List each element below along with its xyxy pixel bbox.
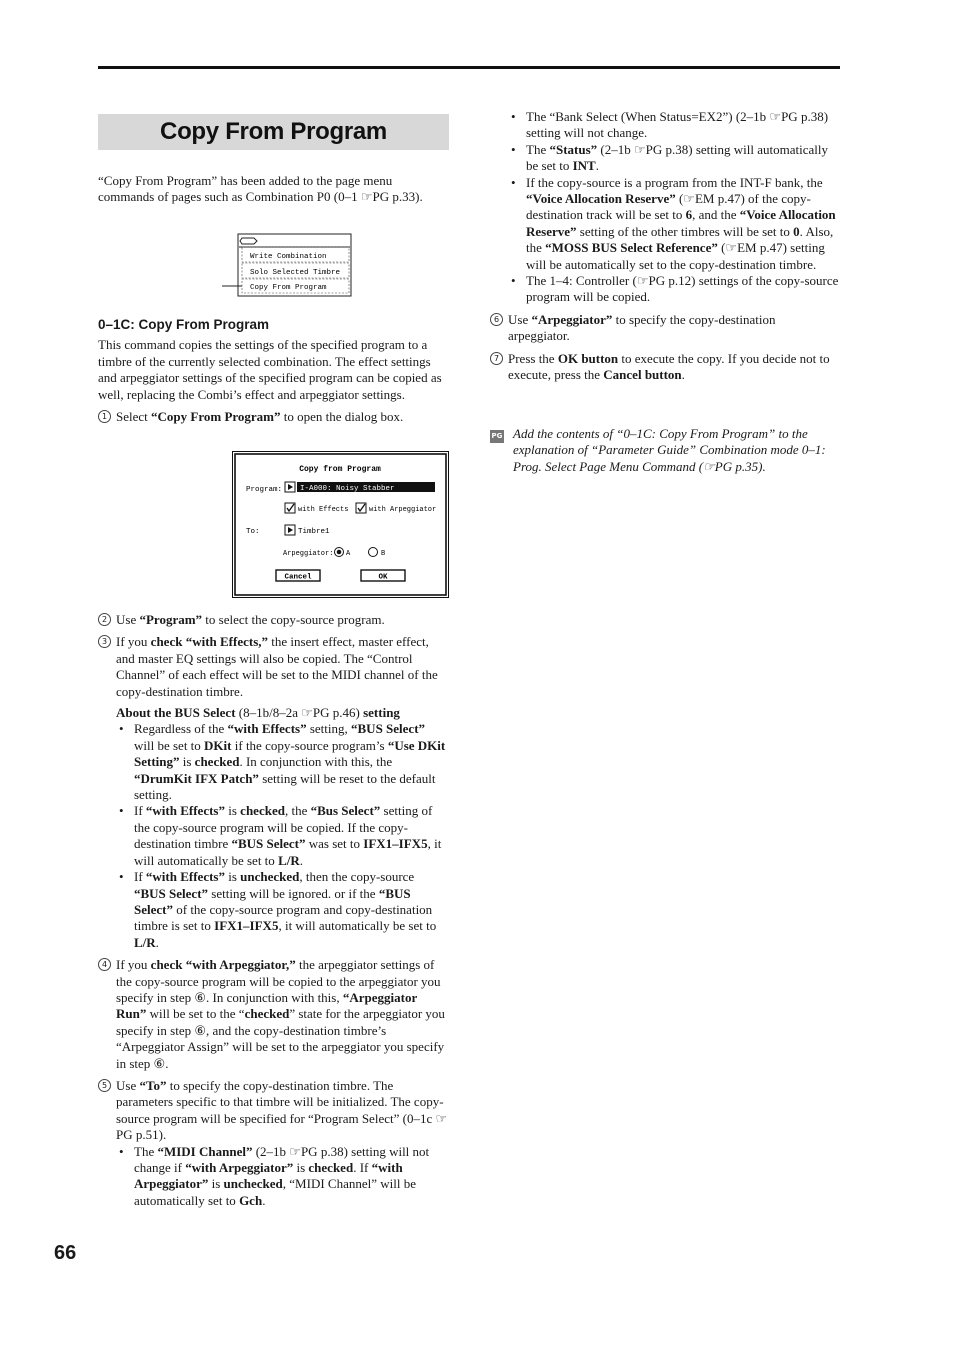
step-5-list-right [508,109,840,306]
copy-dialog-figure [232,451,450,599]
section-block [98,317,448,425]
menu-item-write-combination: Write Combination [250,253,327,261]
page-title: Copy From Program [160,118,387,145]
page-menu-figure [220,232,354,298]
bullet-item: • The 1–4: Controller (☞PG p.12) settings of the copy-source program will be copied. [508,273,840,306]
step-3: 3 If you check “with Effects,” the insert effect, master effect, and master EQ settings will also be copied. The “Control Channel” of each effect will be set to the MIDI channel of the copy-destination timbre. [98,634,448,700]
program-value: I-A000: Noisy Stabber [300,485,395,493]
page-number: 66 [54,1242,77,1264]
arp-a-label: A [346,550,351,558]
step-4: 4 If you check “with Arpeggiator,” the arpeggiator settings of the copy-source program will be copied to the arpeggiator you specify in step ⑥. In conjunction with this, “Arpeggiator Run” will be set to the “checked” state for the arpeggiator you specify in step ⑥, and the copy-destination timbre’s “Arpeggiator Assign” will be set to the arpeggiator you specify in step ⑥. [98,957,448,1072]
step-1: 1 Select “Copy From Program” to open the dialog box. [98,409,448,425]
bullet-item: • The “Status” (2–1b ☞PG p.38) setting will automatically be set to INT. [508,142,840,175]
right-column [493,109,840,384]
step-7: 7 Press the OK button to execute the copy. If you decide not to execute, press the Cancel button. [490,351,840,384]
bullet-item: • If “with Effects” is checked, the “Bus Select” setting of the copy-source program will be copied. If the copy-destination timbre “BUS Select” was set to IFX1–IFX5, it will automatically be set to L/R. [116,803,448,869]
arp-b-radio[interactable] [369,548,378,557]
parameter-guide-note: Add the contents of “0–1C: Copy From Program” to the explanation of “Parameter Guide” Combination mode 0–1: Prog. Select Page Menu Command (☞PG p.35). [513,426,826,474]
bus-select-note [98,705,448,951]
bullet-item: • If “with Effects” is unchecked, then the copy-source “BUS Select” setting will be ignored. or if the “BUS Select” of the copy-source program and copy-destination timbre is set to IFX1–IFX5, it will automatically be set to L/R. [116,869,448,951]
with-arpeggiator-label: with Arpeggiator [369,506,437,514]
steps-block [98,612,448,1209]
intro-paragraph: “Copy From Program” has been added to the page menu commands of pages such as Combination P0 (0–1 ☞PG p.33). [98,173,423,205]
step-5: 5 Use “To” to specify the copy-destination timbre. The parameters specific to that timbre will be initialized. The copy-source program will be specified for “Program Select” (0–1c ☞PG p.51). [98,1078,448,1144]
menu-item-solo-selected-timbre: Solo Selected Timbre [250,269,341,277]
pg-badge-icon: PG [490,430,504,443]
bullet-item: • Regardless of the “with Effects” setting, “BUS Select” will be set to DKit if the copy-source program’s “Use DKit Setting” is checked. In conjunction with this, the “DrumKit IFX Patch” setting will be reset to the default setting. [116,721,448,803]
step-6: 6 Use “Arpeggiator” to specify the copy-destination arpeggiator. [490,312,840,345]
top-rule [98,66,840,69]
ok-button-label: OK [378,573,388,582]
title-banner [98,114,449,150]
step-2: 2 Use “Program” to select the copy-source program. [98,612,448,628]
bullet-item: • The “MIDI Channel” (2–1b ☞PG p.38) setting will not change if “with Arpeggiator” is checked. If “with Arpeggiator” is unchecked, “MIDI Channel” will be automatically set to Gch. [116,1144,448,1210]
with-effects-label: with Effects [298,506,349,514]
to-label: To: [246,528,260,536]
arpeggiator-label: Arpeggiator: [283,550,334,558]
step-number: 1 [98,410,111,423]
section-heading: 0–1C: Copy From Program [98,317,270,332]
program-label: Program: [246,486,283,494]
to-value: Timbre1 [298,528,330,536]
bullet-item: • If the copy-source is a program from the INT-F bank, the “Voice Allocation Reserve” (☞EM p.47) of the copy-destination track will be set to 6, and the “Voice Allocation Reserve” setting of the other timbres will be set to 0. Also, the “MOSS BUS Select Reference” (☞EM p.47) setting will be automatically set to the copy-destination timbre. [508,175,840,273]
left-column [98,173,444,206]
step-5-list-left [98,1144,448,1210]
bus-select-list [116,721,448,951]
cancel-button-label: Cancel [284,573,312,582]
section-body: This command copies the settings of the specified program to a timbre of the currently selected combination. The effect settings and arpeggiator settings of the specified program can be copied as well, replacing the Combi’s effect and arpeggiator settings. [98,337,442,402]
bullet-item: • The “Bank Select (When Status=EX2”) (2–1b ☞PG p.38) setting will not change. [508,109,840,142]
menu-item-copy-from-program: Copy From Program [250,284,327,292]
bus-select-heading: About the BUS Select (8–1b/8–2a ☞PG p.46) setting [116,705,400,721]
menu-tab-icon [240,238,257,244]
arp-b-label: B [381,550,386,558]
dialog-title: Copy from Program [299,465,381,474]
